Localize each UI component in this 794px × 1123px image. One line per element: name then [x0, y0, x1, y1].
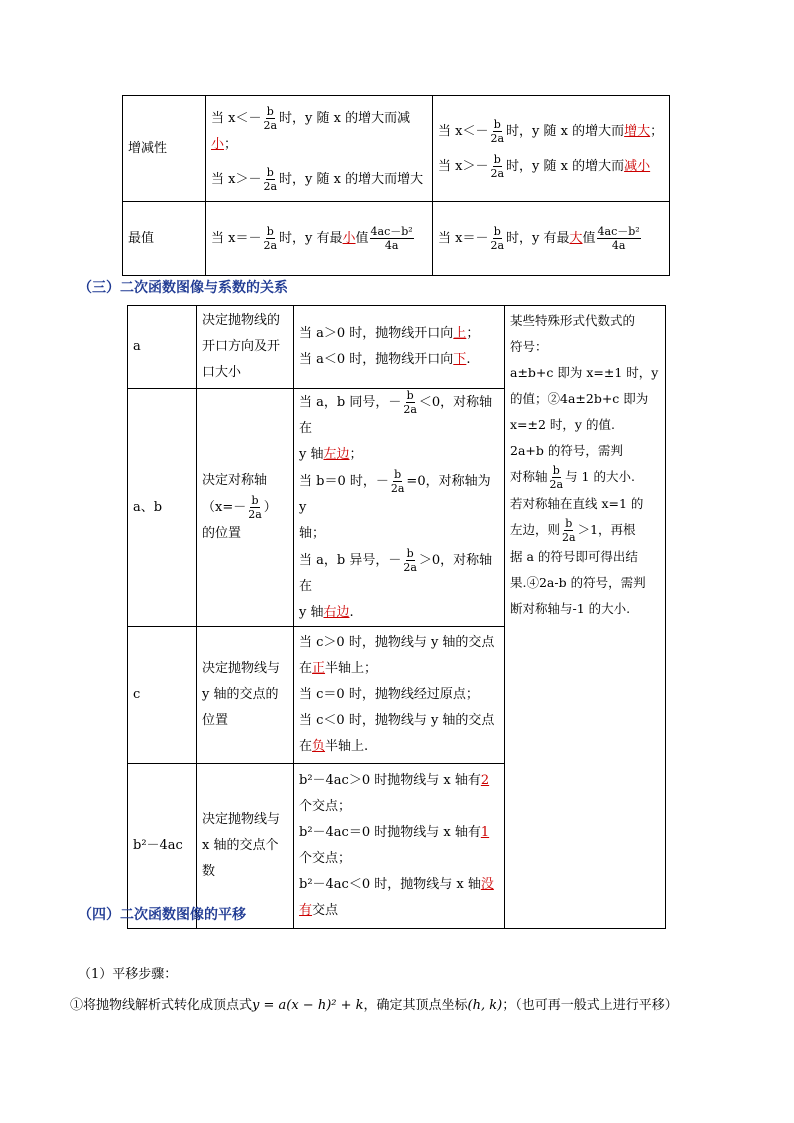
- coef-c-label: c: [128, 627, 197, 764]
- fraction-b-2a: $\frac{b}{2a}$: [263, 165, 278, 193]
- extremum-maximum: 当 x＝－ $\frac{b}{2a}$ 时，y 有最大值 $\frac{\text{4ac－b²}}{4a}$: [433, 202, 670, 276]
- fraction-b-2a: $\frac{b}{2a}$: [263, 225, 278, 252]
- fraction-b-2a: $\frac{b}{2a}$: [263, 104, 278, 132]
- coef-ab-label: a、b: [128, 389, 197, 627]
- properties-table: [122, 95, 670, 276]
- coef-a-detail: 当 a＞0 时，抛物线开口向上； 当 a＜0 时，抛物线开口向下.: [294, 306, 505, 389]
- vertex-coordinate: (h, k): [467, 998, 503, 1013]
- extremum-minimum: 当 x＝－ $\frac{b}{2a}$ 时，y 有最小值 $\frac{\text{4ac－b²}}{4a}$: [206, 202, 433, 276]
- coef-a-role: 决定抛物线的开口方向及开口大小: [197, 306, 294, 389]
- special-forms-note: 某些特殊形式代数式的 符号： a±b+c 即为 x=±1 时，y 的值；②4a±2b+c 即为 x=±2 时，y 的值. 2a+b 的符号，需判 对称轴 $\frac{b}{2a}$ 与 1 的大小. 若对称轴在直线 x=1 的 左边，则 $\frac{b}{2a}$ ＞1，再根 据 a 的符号即可得出结 果.④2a-b 的符号，需判 断对称轴与-1 的大小.: [505, 306, 666, 929]
- monotonicity-a-negative: 当 x＜－ $\frac{b}{2a}$ 时，y 随 x 的增大而增大； 当 x＞－ $\frac{b}{2a}$ 时，y 随 x 的增大而减小: [433, 96, 670, 202]
- vertex-form-formula: y = a(x − h)² + k: [252, 998, 364, 1013]
- translation-steps-heading: （1）平移步骤：: [78, 967, 178, 982]
- coefficients-table: [127, 305, 666, 929]
- monotonicity-a-positive: 当 x＜－ $\frac{b}{2a}$ 时，y 随 x 的增大而减小； 当 x＞－ $\frac{b}{2a}$ 时，y 随 x 的增大而增大: [206, 96, 433, 202]
- coef-c-role: 决定抛物线与 y 轴的交点的位置: [197, 627, 294, 764]
- fraction-b-2a: $\frac{b}{2a}$: [490, 117, 505, 145]
- fraction-vertex-value: $\frac{\text{4ac－b²}}{4a}$: [370, 225, 413, 252]
- row-label-monotonicity: 增减性: [123, 96, 206, 202]
- discriminant-detail: b²－4ac＞0 时抛物线与 x 轴有2 个交点； b²－4ac＝0 时抛物线与 x 轴有1 个交点； b²－4ac＜0 时，抛物线与 x 轴没 有交点: [294, 764, 505, 929]
- discriminant-role: 决定抛物线与 x 轴的交点个数: [197, 764, 294, 929]
- fraction-b-2a: $\frac{b}{2a}$: [490, 152, 505, 180]
- coef-ab-role: 决定对称轴 （x=－ $\frac{b}{2a}$ ）的位置: [197, 389, 294, 627]
- discriminant-label: b²－4ac: [128, 764, 197, 929]
- row-label-extremum: 最值: [123, 202, 206, 276]
- coef-ab-detail: 当 a，b 同号，－ $\frac{b}{2a}$ ＜0，对称轴在 y 轴左边； 当 b＝0 时，－ $\frac{b}{2a}$ =0，对称轴为 y 轴； 当 a，b 异号，－ $\frac{b}{2a}$ ＞0，对称轴在 y 轴右边.: [294, 389, 505, 627]
- fraction-b-2a: $\frac{b}{2a}$: [490, 225, 505, 252]
- coef-c-detail: 当 c＞0 时，抛物线与 y 轴的交点 在正半轴上； 当 c＝0 时，抛物线经过原点； 当 c＜0 时，抛物线与 y 轴的交点 在负半轴上.: [294, 627, 505, 764]
- section-4-heading: （四）二次函数图像的平移: [78, 907, 246, 923]
- section-3-heading: （三）二次函数图像与系数的关系: [78, 280, 288, 296]
- translation-step-1: ①将抛物线解析式转化成顶点式y = a(x − h)² + k，确定其顶点坐标(h, k)；（也可再一般式上进行平移）: [70, 998, 678, 1013]
- coef-a-label: a: [128, 306, 197, 389]
- fraction-vertex-value: $\frac{\text{4ac－b²}}{4a}$: [597, 225, 640, 252]
